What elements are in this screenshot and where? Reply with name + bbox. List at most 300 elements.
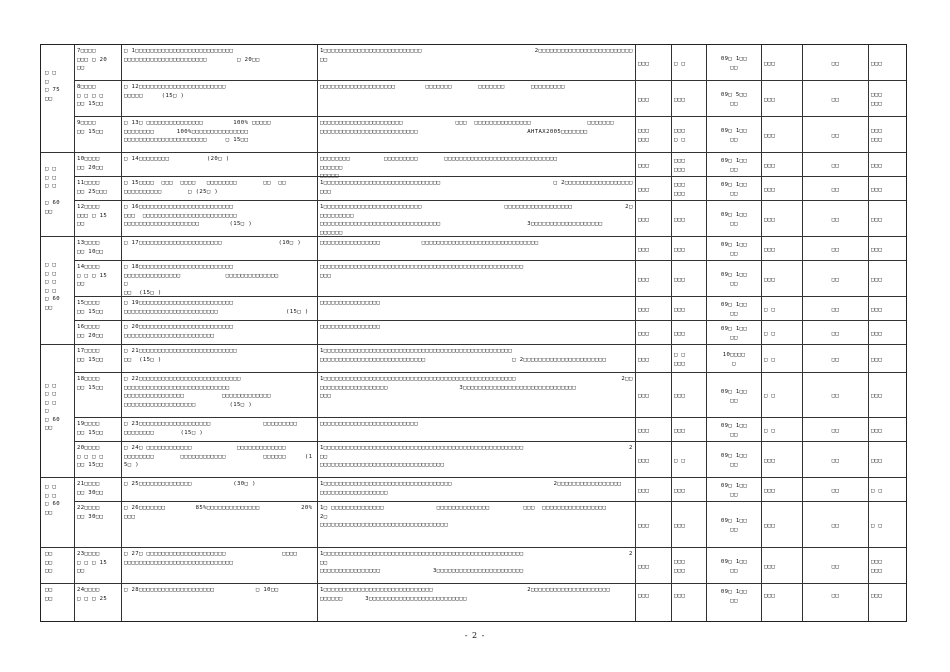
column-rule	[706, 45, 707, 621]
cell-c3	[706, 261, 761, 297]
c6-text: □□□	[871, 216, 883, 223]
standard-text: □ 15□□□□ □□□ □□□□ □□□□□□□□ □□ □□ □□□□□□□□□□ □ (25□ )	[124, 180, 287, 195]
cell-c3	[706, 81, 761, 117]
c1-text: □□□	[638, 330, 650, 337]
cell-c1	[635, 548, 671, 584]
c6-text: □ □	[871, 522, 883, 529]
cell-c2	[671, 81, 706, 117]
c3-text: 09□ 1□□ □□	[720, 212, 748, 227]
cell-c1	[635, 117, 671, 153]
c5-text: □□	[831, 330, 840, 337]
cell-c5	[802, 345, 868, 373]
cell-c2	[671, 237, 706, 261]
c3-text: 09□ 1□□ □□	[720, 453, 748, 468]
column-rule	[761, 45, 762, 621]
standard-text: □ 18□□□□□□□□□□□□□□□□□□□□□□□□□ □□□□□□□□□□□□□□□ □□□□□□□□□□□□□□ □ □□ (15□ )	[124, 264, 279, 296]
c5-text: □□	[831, 356, 840, 363]
method-text: 1□□□□□□□□□□□□□□□□□□□□□□□□□□□□□□□□□□ 2□□□□□□□□□□□□□□□□□ □□□□□□□□□□□□□□□□□□	[320, 481, 622, 496]
cell-c4	[761, 237, 802, 261]
item-text: 19□□□□ □□ 15□□	[77, 421, 104, 436]
cell-item	[74, 502, 121, 548]
item-text: 17□□□□ □□ 15□□	[77, 348, 104, 363]
method-text: 1□□□□□□□□□□□□□□□□□□□□□□□□□□□□□□□□□□□□□□□□□□□□□□□□□□□ 2□□ □□□□□□□□□□□□□□□□□□ 3□□□□□□□□□□□□□□□□□□□□□□□□□□□□□□ □□□	[320, 376, 633, 400]
cell-standard	[121, 153, 317, 177]
c1-text: □□□	[638, 276, 650, 283]
c5-text: □□	[831, 96, 840, 103]
cell-item	[74, 345, 121, 373]
cell-c5	[802, 177, 868, 201]
c2-text: □□□	[674, 393, 686, 400]
method-text: 1□□□□□□□□□□□□□□□□□□□□□□□□□□ □□□□□□□□□□□□□□□□□□ 2□□□□□□□□□□ □□□□□□□□□□□□□□□□□□□□□□□□□□□□□□□□ 3□□□□□□□□□□□□□□□□□□□ □□□□□□	[320, 204, 633, 236]
cell-method	[317, 117, 635, 153]
cell-item	[74, 297, 121, 321]
cell-item	[74, 418, 121, 442]
c4-text: □ □	[764, 427, 776, 434]
cell-c5	[802, 45, 868, 81]
c2-text: □□□	[674, 96, 686, 103]
cell-standard	[121, 321, 317, 345]
c4-text: □ □	[764, 356, 776, 363]
cell-c4	[761, 502, 802, 548]
c3-text: 09□ 5□□ □□	[720, 92, 748, 107]
c3-text: 09□ 1□□ □□	[720, 588, 748, 604]
cell-c2	[671, 345, 706, 373]
assessment-table	[40, 44, 907, 622]
c3-text: 09□ 1□□ □□	[720, 326, 748, 341]
c4-text: □□□	[764, 132, 776, 139]
table-row	[41, 418, 906, 442]
cell-c1	[635, 81, 671, 117]
cell-standard	[121, 418, 317, 442]
c1-text: □□□	[638, 216, 650, 223]
cell-c6	[868, 321, 908, 345]
method-text: □□□□□□□□□□□□□□□□□□□□□□□□□□□□□□□□□□□□□□□□□□□□□□□□□□□□□□ □□□	[320, 264, 524, 279]
item-text: 15□□□□ □□ 15□□	[77, 300, 104, 315]
c1-text: □□□	[638, 306, 650, 313]
c3-text: 09□ 1□□ □□	[720, 272, 748, 287]
cell-c3	[706, 373, 761, 418]
page-number: - 2 -	[464, 631, 486, 640]
cell-method	[317, 373, 635, 418]
c4-text: □□□	[764, 96, 776, 103]
cell-method	[317, 81, 635, 117]
standard-text: □ 14□□□□□□□□ (20□ )	[124, 156, 230, 162]
cell-c5	[802, 153, 868, 177]
table-row	[41, 442, 906, 478]
category-cell: □□ □□ □□	[41, 548, 74, 584]
cell-c6	[868, 81, 908, 117]
cell-c2	[671, 442, 706, 478]
cell-c4	[761, 418, 802, 442]
c5-text: □□	[831, 246, 840, 253]
cell-c3	[706, 117, 761, 153]
c1-text: □□□	[638, 246, 650, 253]
cell-item	[74, 321, 121, 345]
cell-item	[74, 201, 121, 237]
c2-text: □□□	[674, 487, 686, 494]
item-text: 20□□□□ □ □ □ □ □□ 15□□	[77, 445, 104, 469]
cell-c2	[671, 297, 706, 321]
c2-text: □ □	[674, 457, 686, 464]
item-text: 8□□□□ □ □ □ □ □□ 15□□	[77, 84, 104, 108]
standard-text: □ 16□□□□□□□□□□□□□□□□□□□□□□□□□ □□□ □□□□□□□□□□□□□□□□□□□□□□□□□ □□□□□□□□□□□□□□□□□□□□ (15□ )	[124, 204, 253, 228]
c1-text: □□□	[638, 487, 650, 494]
c2-text: □□□	[674, 522, 686, 529]
table-row	[41, 373, 906, 418]
method-text: □□□□□□□□□□□□□□□□□□□□□□ □□□ □□□□□□□□□□□□□□□ □□□□□□□ □□□□□□□□□□□□□□□□□□□□□□□□□□ AHTAX2005□□□□□□□	[320, 120, 614, 135]
method-text: □□□□□□□□□□□□□□□□	[320, 324, 381, 330]
cell-c2	[671, 117, 706, 153]
c2-text: □□□ □□□	[674, 158, 686, 173]
cell-method	[317, 153, 635, 180]
c3-text: 09□ 1□□ □□	[720, 302, 748, 317]
cell-c4	[761, 584, 802, 607]
c4-text: □ □	[764, 306, 776, 313]
cell-method	[317, 548, 635, 584]
item-text: 14□□□□ □ □ □ 15 □□	[77, 264, 108, 288]
c4-text: □□□	[764, 246, 776, 253]
cell-c1	[635, 584, 671, 607]
cell-c4	[761, 373, 802, 418]
cell-c4	[761, 261, 802, 297]
cell-c5	[802, 442, 868, 478]
cell-c4	[761, 177, 802, 201]
cell-c6	[868, 373, 908, 418]
c2-text: □□□ □ □	[674, 128, 686, 143]
cell-standard	[121, 373, 317, 418]
table-row	[41, 584, 906, 607]
c4-text: □□□	[764, 593, 776, 600]
cell-method	[317, 237, 635, 261]
method-text: 1□□□□□□□□□□□□□□□□□□□□□□□□□□ 2□□□□□□□□□□□□□□□□□□□□□□□□□ □□	[320, 48, 633, 63]
cell-item	[74, 153, 121, 177]
cell-c4	[761, 345, 802, 373]
table-row	[41, 321, 906, 345]
c2-text: □□□	[674, 330, 686, 337]
category-cell: □ □ □ □ □ □ □ □ 60 □□	[41, 345, 74, 478]
cell-c2	[671, 201, 706, 237]
c3-text: 09□ 1□□ □□	[720, 388, 748, 404]
item-text: 13□□□□ □□ 10□□	[77, 240, 104, 255]
standard-text: □ 25□□□□□□□□□□□□□□ (30□ )	[124, 481, 256, 487]
c3-text: 09□ 1□□ □□	[720, 242, 748, 257]
c1-text: □□□	[638, 186, 650, 193]
table-row	[41, 297, 906, 321]
cell-c5	[802, 237, 868, 261]
c5-text: □□	[831, 563, 840, 570]
c5-text: □□	[831, 186, 840, 193]
c2-text: □□□	[674, 306, 686, 313]
c4-text: □□□	[764, 162, 776, 169]
cell-standard	[121, 177, 317, 201]
c5-text: □□	[831, 276, 840, 283]
c6-text: □□□	[871, 276, 883, 283]
cell-c3	[706, 177, 761, 201]
table-row	[41, 81, 906, 117]
c5-text: □□	[831, 393, 840, 400]
item-text: 7□□□□ □□□ □ 20 □□	[77, 48, 108, 72]
c4-text: □□□	[764, 276, 776, 283]
cell-c6	[868, 345, 908, 373]
c5-text: □□	[831, 162, 840, 169]
cell-c2	[671, 373, 706, 418]
standard-text: □ 12□□□□□□□□□□□□□□□□□□□□□□□ □□□□□ (15□ )	[124, 84, 226, 99]
cell-standard	[121, 442, 317, 478]
item-text: 9□□□□ □□ 15□□	[77, 120, 104, 135]
c3-text: 09□ 1□□ □□	[720, 559, 748, 574]
cell-c5	[802, 478, 868, 502]
c5-text: □□	[831, 60, 840, 67]
cell-c4	[761, 321, 802, 345]
cell-c2	[671, 584, 706, 607]
c4-text: □□□	[764, 457, 776, 464]
c3-text: 09□ 1□□ □□	[720, 158, 748, 173]
cell-c2	[671, 548, 706, 584]
cell-method	[317, 201, 635, 237]
category-cell: □□ □□	[41, 584, 74, 607]
cell-c5	[802, 321, 868, 345]
cell-c6	[868, 117, 908, 153]
cell-item	[74, 237, 121, 261]
cell-standard	[121, 345, 317, 373]
cell-c4	[761, 45, 802, 81]
c4-text: □□□	[764, 522, 776, 529]
cell-c1	[635, 297, 671, 321]
c6-text: □□□	[871, 427, 883, 434]
method-text: □□□□□□□□□□□□□□□□□□□□ □□□□□□□ □□□□□□□ □□□□□□□□□	[320, 84, 565, 90]
c4-text: □ □	[764, 330, 776, 337]
table-row	[41, 201, 906, 237]
cell-c3	[706, 478, 761, 502]
c6-text: □□□ □□□	[871, 92, 883, 107]
cell-c5	[802, 117, 868, 153]
c2-text: □ □	[674, 60, 686, 67]
cell-standard	[121, 81, 317, 117]
cell-c3	[706, 201, 761, 237]
cell-c2	[671, 153, 706, 177]
cell-c1	[635, 502, 671, 548]
cell-c2	[671, 478, 706, 502]
standard-text: □ 1□□□□□□□□□□□□□□□□□□□□□□□□□□ □□□□□□□□□□□□□□□□□□□□□□ □ 20□□	[124, 48, 260, 63]
cell-item	[74, 81, 121, 117]
c2-text: □□□	[674, 216, 686, 223]
cell-c6	[868, 237, 908, 261]
cell-c6	[868, 297, 908, 321]
c1-text: □□□	[638, 593, 650, 600]
c6-text: □□□	[871, 457, 883, 464]
c6-text: □□□	[871, 60, 883, 67]
c1-text: □□□	[638, 427, 650, 434]
cell-c6	[868, 548, 908, 584]
cell-c5	[802, 584, 868, 607]
standard-text: □ 28□□□□□□□□□□□□□□□□□□□□ □ 10□□	[124, 587, 279, 593]
cell-standard	[121, 261, 317, 297]
table-row	[41, 177, 906, 201]
c2-text: □□□	[674, 593, 686, 600]
item-text: 18□□□□ □□ 15□□	[77, 376, 104, 391]
cell-c2	[671, 177, 706, 201]
cell-standard	[121, 237, 317, 261]
category-cell: □ □ □ □ □ 60 □□	[41, 478, 74, 548]
method-text: 1□□□□□□□□□□□□□□□□□□□□□□□□□□□□□□□□□□□□□□□□□□□□□□□□□□□□□ 2□□ □□□□□□□□□□□□□□□□ 3□□□□□□□□□□□□□□□□□□□□□□□	[320, 551, 633, 575]
cell-c5	[802, 548, 868, 584]
cell-c3	[706, 321, 761, 345]
cell-c4	[761, 442, 802, 478]
standard-text: □ 17□□□□□□□□□□□□□□□□□□□□□□ (10□ )	[124, 240, 302, 246]
c1-text: □□□ □□□	[638, 128, 650, 143]
category-cell: □ □ □ □ □ □ □ □ □ 60 □□	[41, 237, 74, 345]
cell-c4	[761, 548, 802, 584]
c5-text: □□	[831, 522, 840, 529]
item-text: 22□□□□ □□ 30□□	[77, 505, 104, 520]
c3-text: 09□ 1□□ □□	[720, 423, 748, 438]
table-row	[41, 237, 906, 261]
cell-c3	[706, 418, 761, 442]
cell-c5	[802, 261, 868, 297]
item-text: 21□□□□ □□ 30□□	[77, 481, 104, 496]
cell-c1	[635, 373, 671, 418]
column-rule	[635, 45, 636, 621]
cell-standard	[121, 478, 317, 502]
c2-text: □□□	[674, 276, 686, 283]
table-row	[41, 117, 906, 153]
item-text: 12□□□□ □□□ □ 15 □□	[77, 204, 108, 228]
cell-c3	[706, 345, 761, 373]
c5-text: □□	[831, 216, 840, 223]
method-text: □□□□□□□□□□□□□□□□□□□□□□□□□□	[320, 421, 418, 427]
item-text: 16□□□□ □□ 20□□	[77, 324, 104, 339]
column-rule	[868, 45, 869, 621]
c4-text: □□□	[764, 487, 776, 494]
cell-c6	[868, 418, 908, 442]
c3-text: 09□ 1□□ □□	[720, 182, 748, 197]
c6-text: □□□	[871, 593, 883, 600]
cell-c6	[868, 478, 908, 502]
cell-c4	[761, 117, 802, 153]
cell-c1	[635, 201, 671, 237]
cell-item	[74, 45, 121, 81]
cell-c5	[802, 373, 868, 418]
standard-text: □ 21□□□□□□□□□□□□□□□□□□□□□□□□□□ □□ (15□ )	[124, 348, 238, 363]
cell-standard	[121, 502, 317, 548]
item-text: 10□□□□ □□ 20□□	[77, 156, 104, 171]
cell-c4	[761, 81, 802, 117]
c6-text: □ □	[871, 487, 883, 494]
cell-standard	[121, 201, 317, 237]
c6-text: □□□	[871, 246, 883, 253]
table-row	[41, 153, 906, 180]
cell-c6	[868, 153, 908, 177]
cell-c1	[635, 153, 671, 177]
cell-item	[74, 177, 121, 201]
c5-text: □□	[831, 593, 840, 600]
cell-c6	[868, 201, 908, 237]
cell-c5	[802, 81, 868, 117]
cell-item	[74, 261, 121, 297]
cell-method	[317, 261, 635, 297]
cell-item	[74, 117, 121, 153]
cell-c6	[868, 584, 908, 607]
c6-text: □□□	[871, 186, 883, 193]
c6-text: □□□ □□□	[871, 128, 883, 143]
table-row	[41, 478, 906, 502]
c3-text: 09□ 1□□ □□	[720, 128, 748, 143]
cell-item	[74, 442, 121, 478]
cell-standard	[121, 297, 317, 321]
cell-c3	[706, 442, 761, 478]
c5-text: □□	[831, 306, 840, 313]
c3-text: 09□ 1□□ □□	[720, 518, 748, 533]
standard-text: □ 26□□□□□□□ 85%□□□□□□□□□□□□□□ 20% □□□	[124, 505, 313, 520]
cell-c6	[868, 261, 908, 297]
c4-text: □ □	[764, 393, 776, 400]
c2-text: □ □ □□□	[674, 352, 686, 367]
c3-text: 09□ 1□□ □□	[720, 56, 748, 71]
cell-method	[317, 345, 635, 373]
column-rule	[74, 45, 75, 621]
cell-method	[317, 321, 635, 345]
cell-c5	[802, 502, 868, 548]
cell-c3	[706, 502, 761, 548]
cell-c3	[706, 297, 761, 321]
cell-method	[317, 177, 635, 201]
column-rule	[671, 45, 672, 621]
c6-text: □□□ □□□	[871, 559, 883, 574]
c5-text: □□	[831, 427, 840, 434]
table-row	[41, 45, 906, 81]
c5-text: □□	[831, 132, 840, 139]
c1-text: □□□	[638, 563, 650, 570]
cell-c6	[868, 177, 908, 201]
cell-method	[317, 297, 635, 321]
cell-c3	[706, 45, 761, 81]
cell-c5	[802, 201, 868, 237]
c1-text: □□□	[638, 522, 650, 529]
column-rule	[802, 45, 803, 621]
c1-text: □□□	[638, 162, 650, 169]
c2-text: □□□	[674, 427, 686, 434]
method-text: 1□□□□□□□□□□□□□□□□□□□□□□□□□□□□□□□□□□□□□□□□□□□□□□□□□□ □□□□□□□□□□□□□□□□□□□□□□□□□□□□ □ 2□□□□□□□□□□□□□□□□□□□□□□	[320, 348, 607, 363]
c2-text: □□□ □□□	[674, 559, 686, 574]
c2-text: □□□	[674, 246, 686, 253]
category-cell: □ □ □ □ □ □ □ 60 □□	[41, 153, 74, 237]
table-row	[41, 345, 906, 373]
c1-text: □□□	[638, 96, 650, 103]
cell-method	[317, 478, 635, 502]
c1-text: □□□	[638, 60, 650, 67]
c4-text: □□□	[764, 60, 776, 67]
cell-c2	[671, 45, 706, 81]
cell-c1	[635, 345, 671, 373]
standard-text: □ 20□□□□□□□□□□□□□□□□□□□□□□□□□ □□□□□□□□□□□□□□□□□□□□□□□□	[124, 324, 234, 339]
cell-c5	[802, 297, 868, 321]
c5-text: □□	[831, 457, 840, 464]
cell-standard	[121, 45, 317, 81]
c3-text: 10□□□□ □	[722, 352, 746, 367]
table-row	[41, 261, 906, 297]
cell-c3	[706, 548, 761, 584]
standard-text: □ 23□□□□□□□□□□□□□□□□□□□ □□□□□□□□□ □□□□□□□□ (15□ )	[124, 421, 298, 436]
table-row	[41, 548, 906, 584]
c1-text: □□□	[638, 457, 650, 464]
method-text: 1□□□□□□□□□□□□□□□□□□□□□□□□□□□□□□□□□□□□□□□□□□□□□□□□□□□□□ 2□□ □□□□□□□□□□□□□□□□□□□□□□□□□□□□□□□□□	[320, 445, 633, 469]
cell-item	[74, 373, 121, 418]
method-text: □□□□□□□□□□□□□□□□	[320, 300, 381, 306]
c2-text: □□□ □□□	[674, 182, 686, 197]
cell-c2	[671, 321, 706, 345]
c4-text: □□□	[764, 216, 776, 223]
cell-item	[74, 478, 121, 502]
